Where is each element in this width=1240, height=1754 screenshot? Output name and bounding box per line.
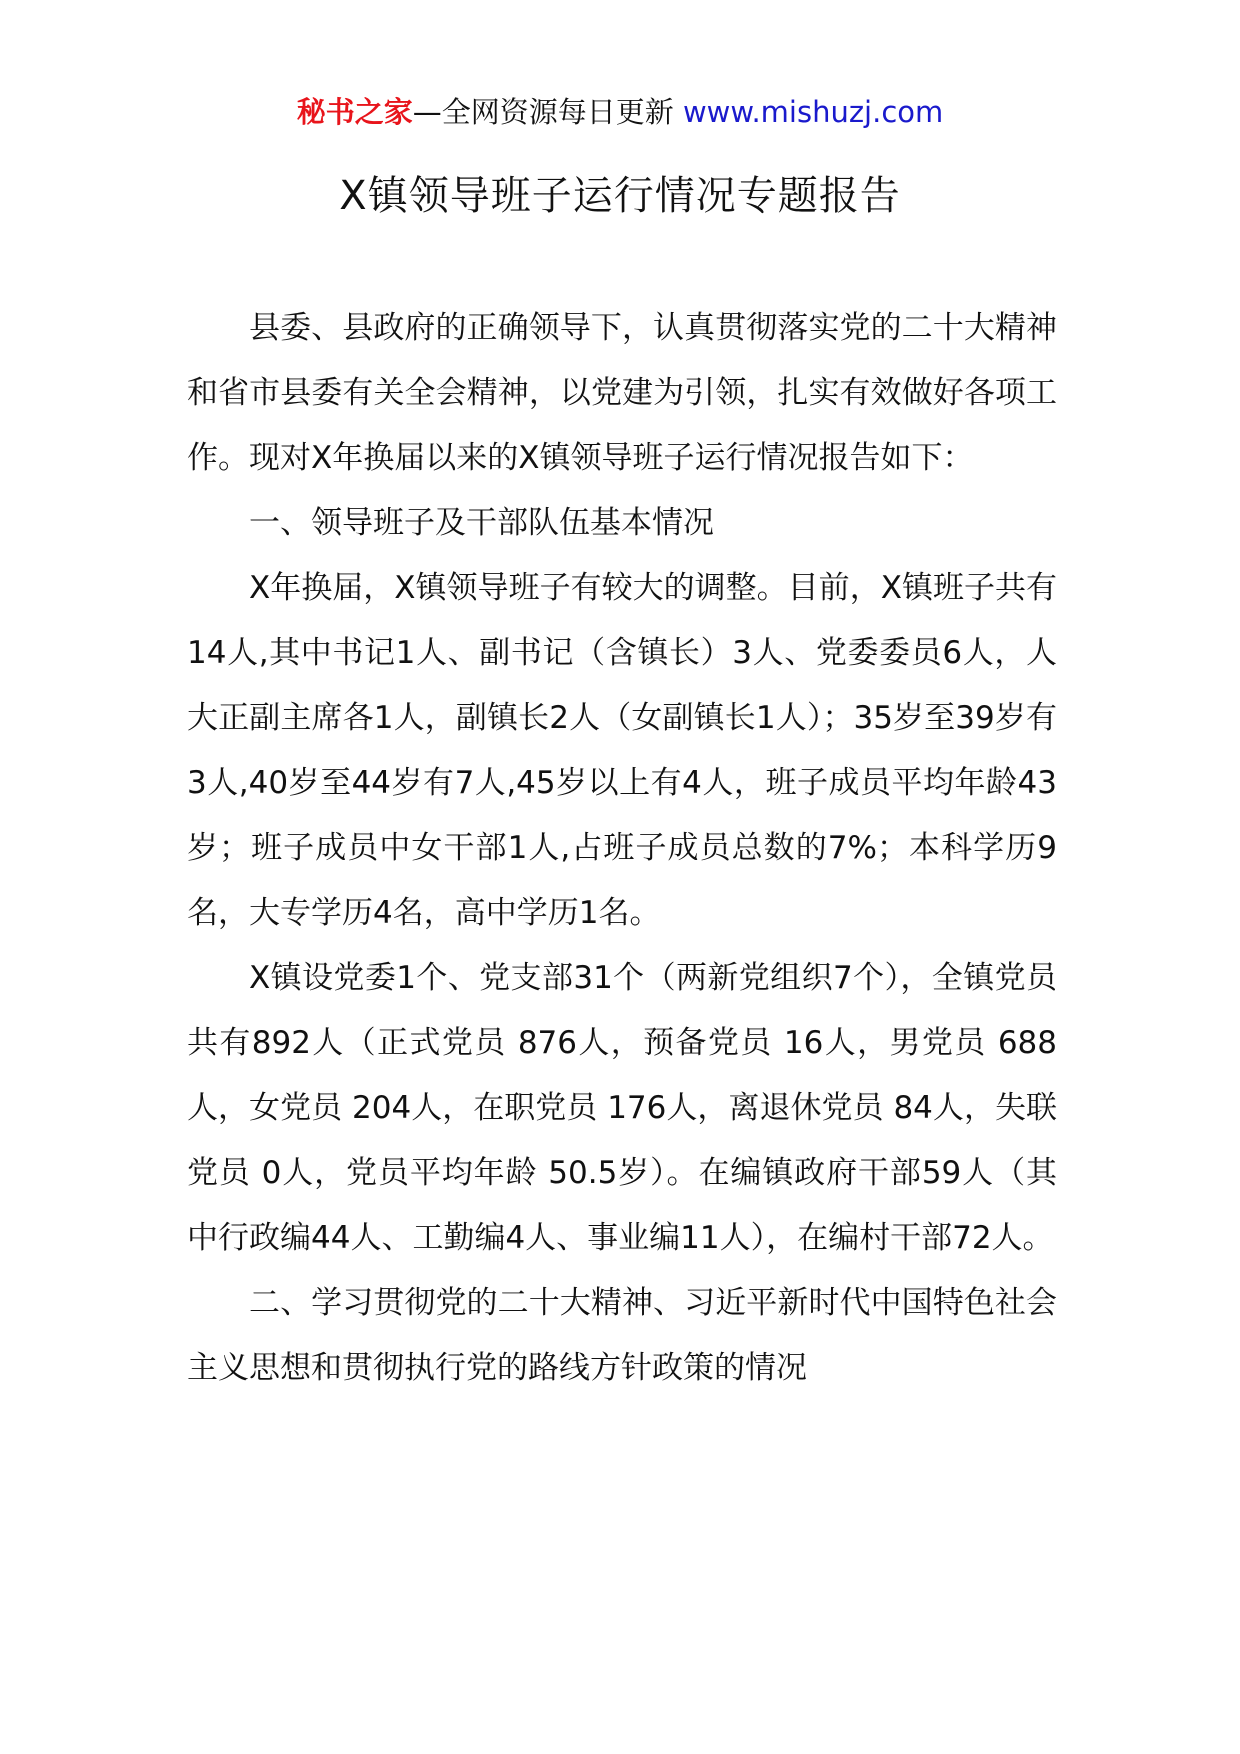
party-members-paragraph: X镇设党委1个、党支部31个（两新党组织7个），全镇党员共有892人（正式党员 876人，预备党员 16人，男党员 688人，女党员 204人，在职党员 176人，离退休党员 84人，失联党员 0人，党员平均年龄 50.5岁）。在编镇政府干部59人（其中行政编44人、工勤编4人、事业编11人），在编村干部72人。 [187,960,1057,1256]
header-tagline: —全网资源每日更新 [412,95,683,129]
site-link[interactable]: www.mishuzj.com [682,95,944,129]
site-header [0,92,1240,132]
document-body [187,296,1057,1401]
intro-paragraph: 县委、县政府的正确领导下，认真贯彻落实党的二十大精神和省市县委有关全会精神，以党建为引领，扎实有效做好各项工作。现对X年换届以来的X镇领导班子运行情况报告如下： [187,310,1057,476]
section-heading-2: 二、学习贯彻党的二十大精神、习近平新时代中国特色社会主义思想和贯彻执行党的路线方针政策的情况 [187,1285,1057,1386]
section-heading-1: 一、领导班子及干部队伍基本情况 [249,505,714,541]
leadership-paragraph: X年换届，X镇领导班子有较大的调整。目前，X镇班子共有14人,其中书记1人、副书记（含镇长）3人、党委委员6人，人大正副主席各1人，副镇长2人（女副镇长1人）；35岁至39岁有3人,40岁至44岁有7人,45岁以上有4人，班子成员平均年龄43岁；班子成员中女干部1人,占班子成员总数的7%；本科学历9名，大专学历4名，高中学历1名。 [187,570,1057,931]
document-title: X镇领导班子运行情况专题报告 [339,173,901,219]
brand-name: 秘书之家 [296,95,413,129]
